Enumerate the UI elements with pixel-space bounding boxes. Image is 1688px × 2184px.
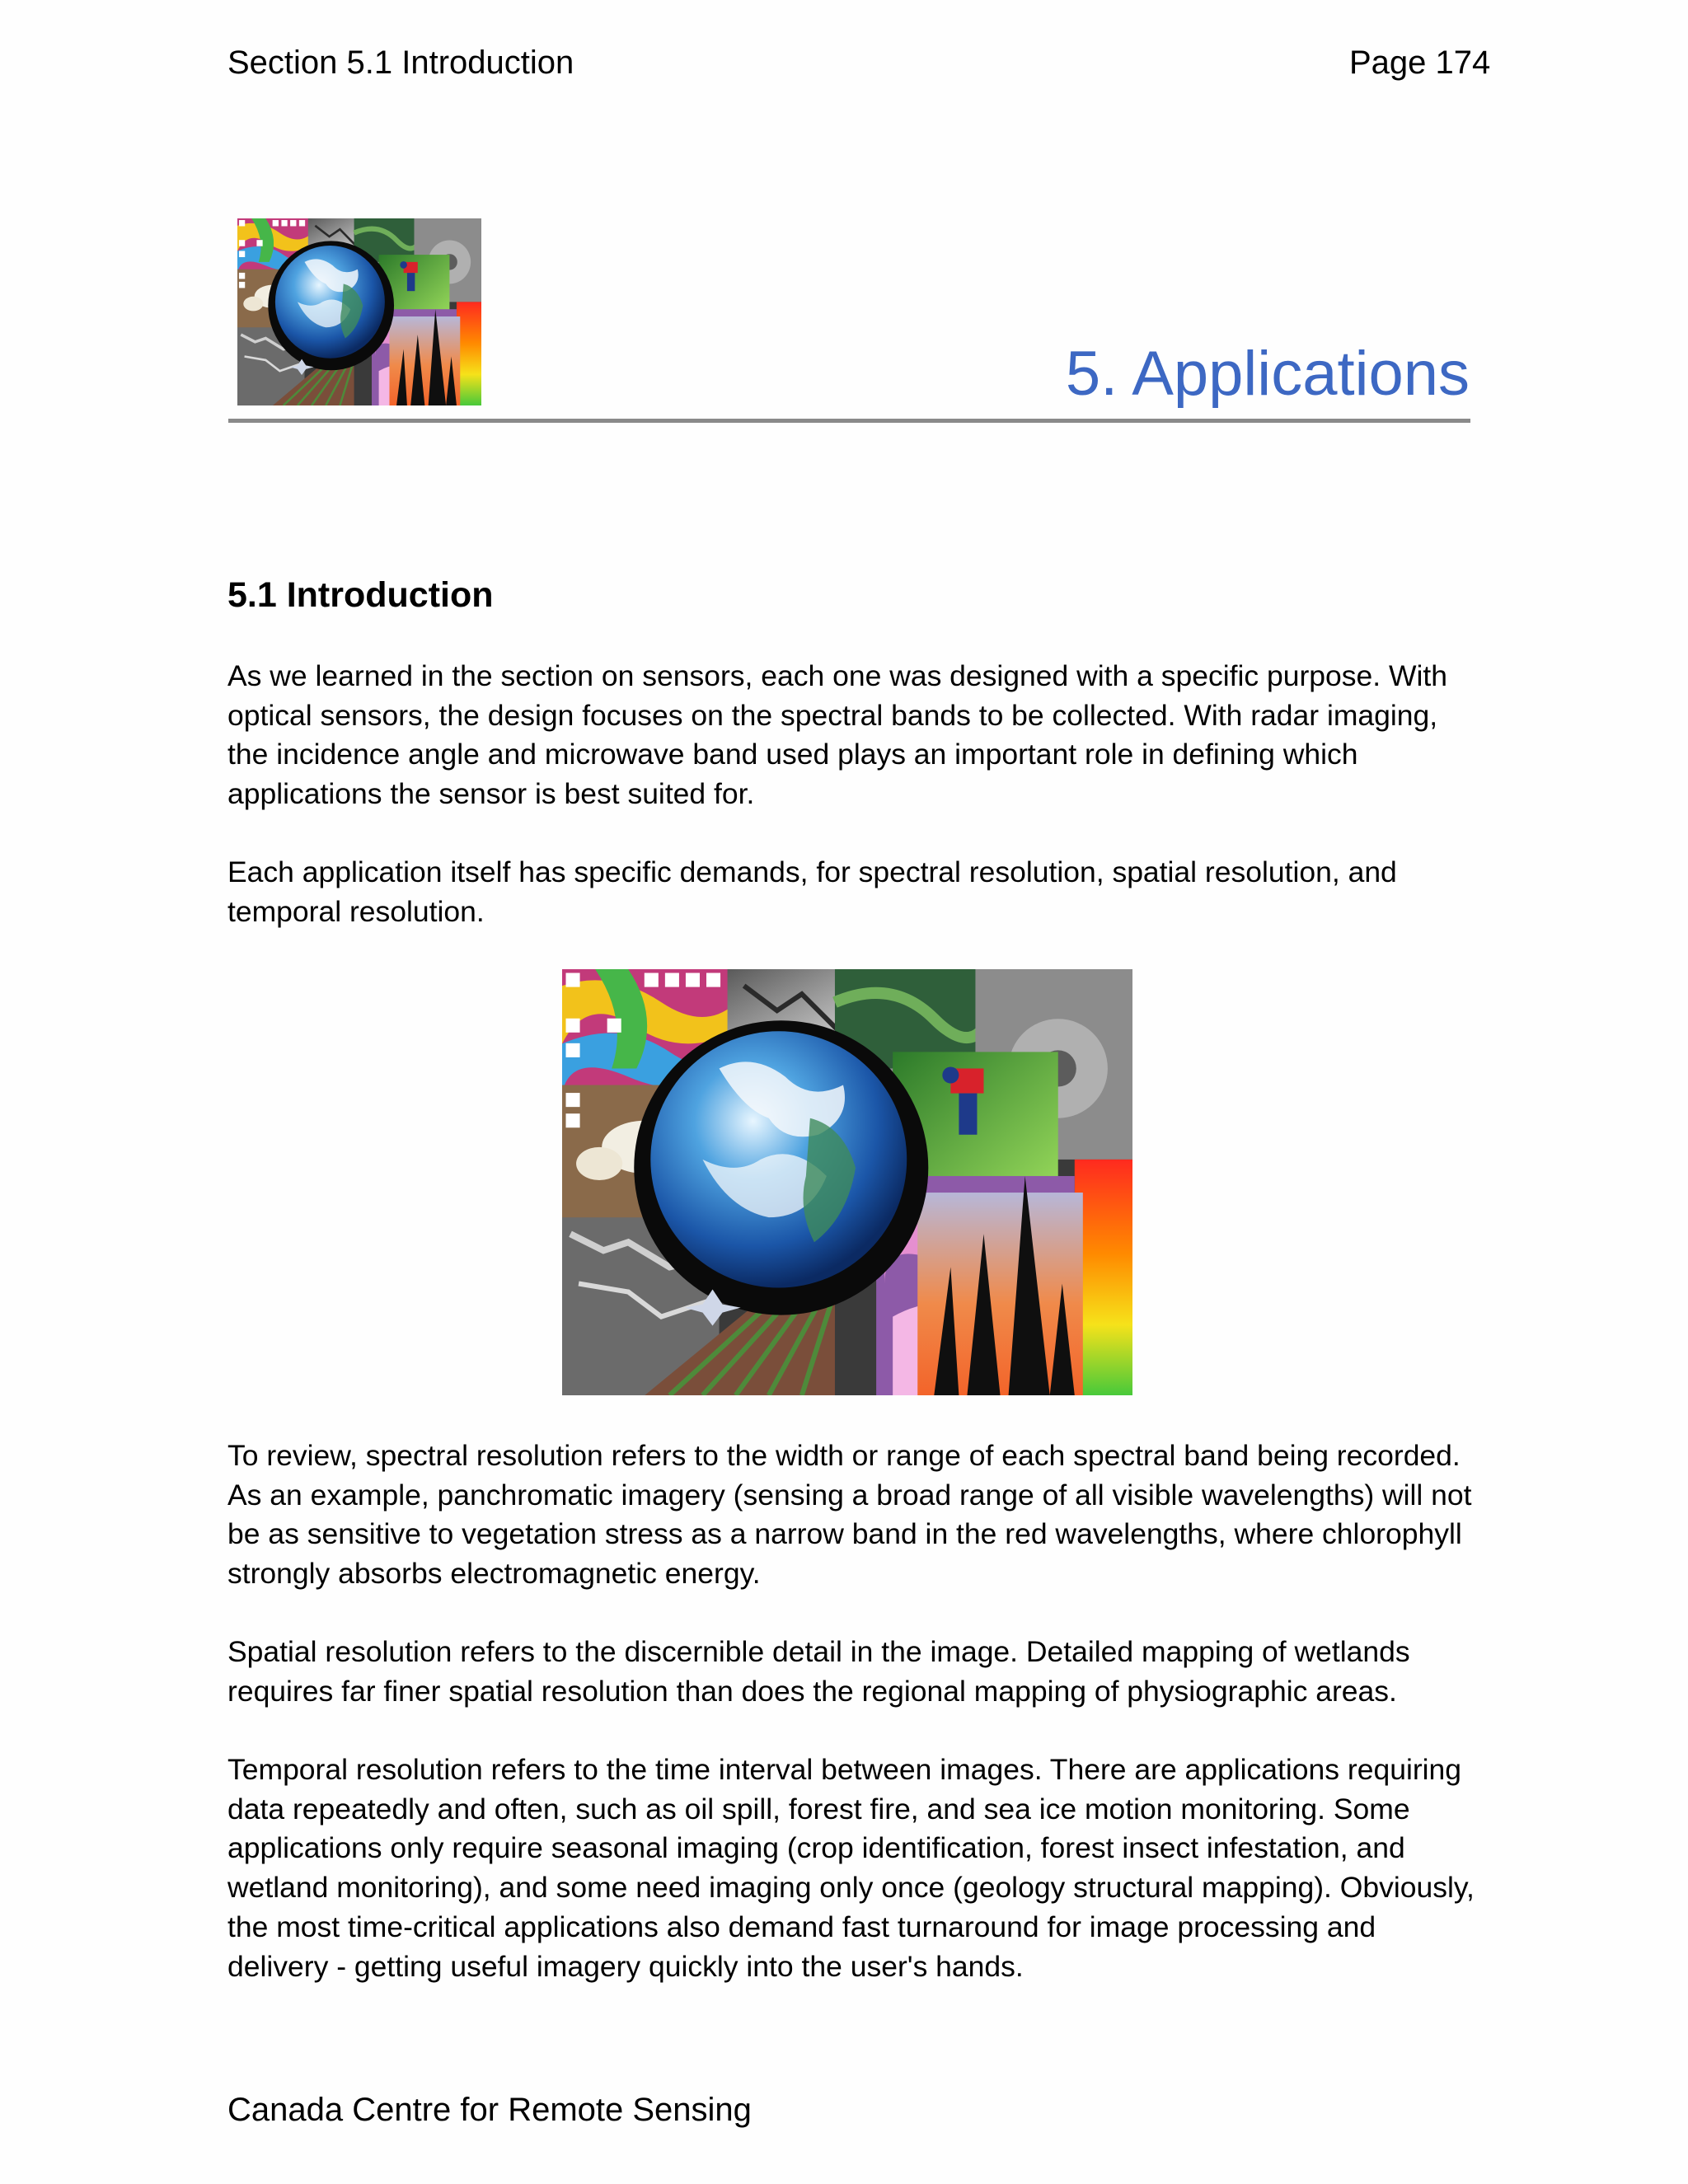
chapter-title: 5. Applications [1065, 339, 1470, 409]
body-paragraph: To review, spectral resolution refers to the width or range of each spectral band being recorded. As an example, panchromatic imagery (sensing a broad range of all visible wavelengths) will not be as sensitive to vegetation stress as a narrow band in the red wavelengths, where chlorophyll strongly absorbs electromagnetic energy. [227, 1439, 1472, 1591]
chapter-title-rule [228, 419, 1470, 423]
footer-organization: Canada Centre for Remote Sensing [227, 2092, 752, 2128]
chapter-header-image [237, 218, 481, 405]
running-header-section: Section 5.1 Introduction [227, 45, 574, 81]
section-heading: 5.1 Introduction [227, 575, 494, 615]
running-header-page-number: Page 174 [1349, 45, 1491, 81]
body-paragraph: Temporal resolution refers to the time interval between images. There are applications requiring data repeatedly and often, such as oil spill, forest fire, and sea ice motion monitoring. Some applications only require seasonal imaging (crop identification, forest insect infestation, and wetland monitoring), and some need imaging only once (geology structural mapping). Obviously, the most time-critical applications also demand fast turnaround for image processing and delivery - getting useful imagery quickly into the user's hands. [227, 1753, 1475, 1983]
applications-collage-figure [562, 969, 1132, 1395]
body-paragraph: Each application itself has specific demands, for spectral resolution, spatial resolution, and temporal resolution. [227, 855, 1397, 928]
body-paragraph: As we learned in the section on sensors, each one was designed with a specific purpose. With optical sensors, the design focuses on the spectral bands to be collected. With radar imaging, the incidence angle and microwave band used plays an important role in defining which applications the sensor is best suited for. [227, 659, 1447, 811]
body-paragraph: Spatial resolution refers to the discernible detail in the image. Detailed mapping of wetlands requires far finer spatial resolution than does the regional mapping of physiographic areas. [227, 1635, 1410, 1708]
